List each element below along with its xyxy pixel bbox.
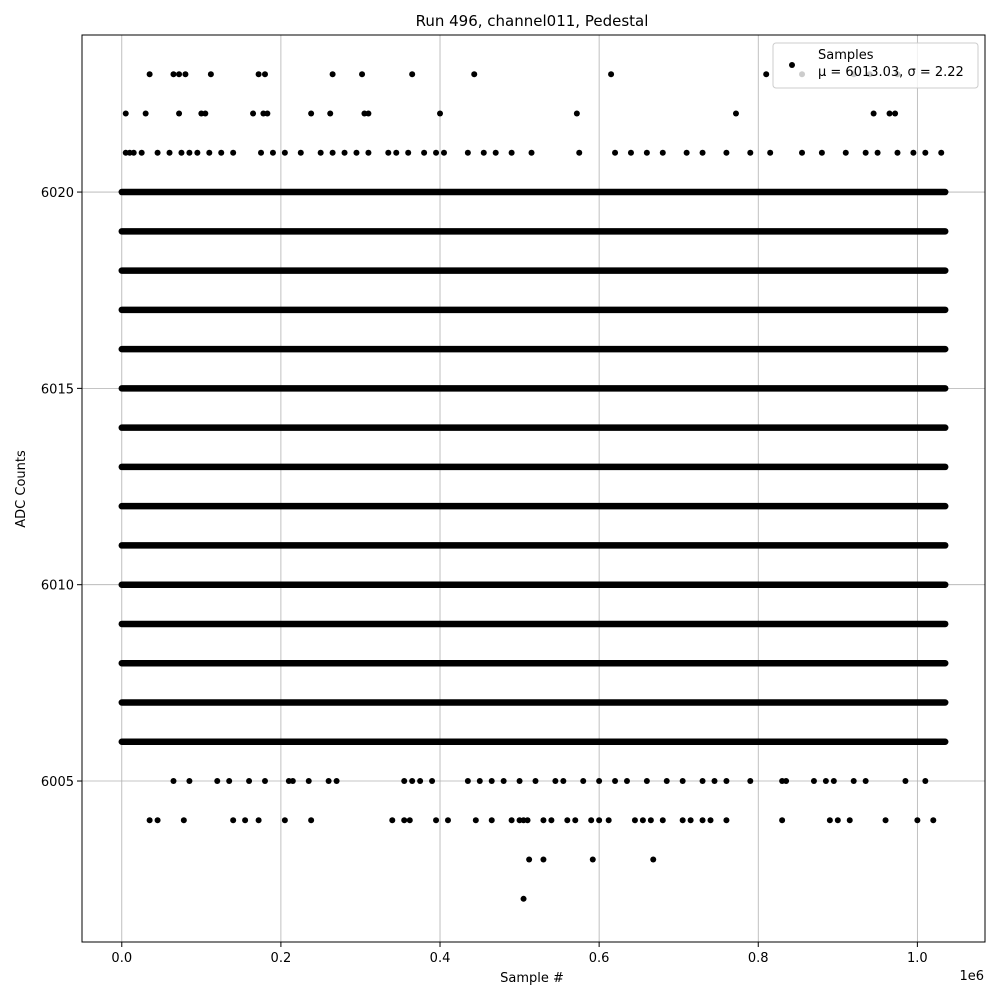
sample-point [143, 111, 149, 117]
sample-point [700, 778, 706, 784]
sample-point [580, 778, 586, 784]
sample-point [612, 150, 618, 156]
sample-point [147, 817, 153, 823]
sample-point [851, 778, 857, 784]
sample-point [831, 778, 837, 784]
x-tick-label: 0.4 [429, 951, 451, 966]
sample-point [282, 817, 288, 823]
sample-point [540, 857, 546, 863]
sample-point [206, 150, 212, 156]
sample-point [576, 150, 582, 156]
sample-point [819, 150, 825, 156]
sample-point [688, 817, 694, 823]
sample-point [176, 111, 182, 117]
sample-point [170, 71, 176, 77]
sample-point [552, 778, 558, 784]
x-tick-label: 0.8 [747, 951, 769, 966]
legend-label: Samples [818, 48, 874, 63]
sample-point [334, 778, 340, 784]
sample-point [910, 150, 916, 156]
sample-point [186, 150, 192, 156]
sample-point [596, 817, 602, 823]
sample-point [407, 817, 413, 823]
sample-point [526, 857, 532, 863]
sample-point [894, 150, 900, 156]
y-tick-label: 6010 [40, 578, 74, 594]
sample-point [700, 817, 706, 823]
sample-point [182, 71, 188, 77]
sample-point [922, 150, 928, 156]
sample-point [723, 817, 729, 823]
sample-point [883, 817, 889, 823]
sample-point [763, 71, 769, 77]
sample-point [628, 150, 634, 156]
sample-point [648, 817, 654, 823]
sample-point [178, 150, 184, 156]
sample-point [509, 817, 515, 823]
sample-point [548, 817, 554, 823]
sample-point [684, 150, 690, 156]
sample-point [139, 150, 145, 156]
x-axis-label: Sample # [500, 971, 564, 986]
sample-point [208, 71, 214, 77]
sample-point [365, 111, 371, 117]
sample-point [170, 778, 176, 784]
sample-point [465, 150, 471, 156]
sample-point [723, 778, 729, 784]
sample-point [441, 150, 447, 156]
sample-point [318, 150, 324, 156]
sample-point [131, 150, 137, 156]
sample-point [489, 817, 495, 823]
x-tick-label: 0.6 [588, 951, 610, 966]
sample-point [330, 71, 336, 77]
sample-point [385, 150, 391, 156]
sample-point [799, 150, 805, 156]
legend-stats: μ = 6013.03, σ = 2.22 [818, 65, 964, 80]
sample-point [708, 817, 714, 823]
sample-point [250, 111, 256, 117]
sample-point [501, 778, 507, 784]
sample-point [230, 817, 236, 823]
sample-point [327, 111, 333, 117]
sample-point [733, 111, 739, 117]
sample-point [640, 817, 646, 823]
sample-point [282, 150, 288, 156]
sample-point [264, 111, 270, 117]
sample-point [218, 150, 224, 156]
sample-point [632, 817, 638, 823]
sample-point [409, 71, 415, 77]
sample-point [847, 817, 853, 823]
sample-point [525, 817, 531, 823]
sample-point [783, 778, 789, 784]
sample-point [262, 71, 268, 77]
plot-area [82, 35, 985, 942]
sample-point [465, 778, 471, 784]
sample-point [902, 778, 908, 784]
sample-point [564, 817, 570, 823]
sample-point [871, 111, 877, 117]
sample-point [359, 71, 365, 77]
sample-point [308, 111, 314, 117]
sample-point [930, 817, 936, 823]
sample-point [529, 150, 535, 156]
sample-point [660, 817, 666, 823]
sample-point [365, 150, 371, 156]
sample-point [887, 111, 893, 117]
sample-point [202, 111, 208, 117]
sample-point [863, 150, 869, 156]
sample-point [650, 857, 656, 863]
sample-point [230, 150, 236, 156]
sample-point [194, 150, 200, 156]
sample-point [624, 778, 630, 784]
sample-point [389, 817, 395, 823]
sample-point [421, 150, 427, 156]
x-tick-label: 1.0 [907, 951, 928, 966]
y-axis-label: ADC Counts [14, 450, 29, 528]
sample-point [723, 150, 729, 156]
sample-point [308, 817, 314, 823]
sample-point [596, 778, 602, 784]
sample-point [401, 817, 407, 823]
sample-point [445, 817, 451, 823]
sample-point [401, 778, 407, 784]
sample-point [353, 150, 359, 156]
sample-point [493, 150, 499, 156]
sample-point [393, 150, 399, 156]
sample-point [680, 817, 686, 823]
sample-point [574, 111, 580, 117]
sample-point [481, 150, 487, 156]
sample-point [471, 71, 477, 77]
sample-point [342, 150, 348, 156]
sample-point [660, 150, 666, 156]
sample-point [608, 71, 614, 77]
sample-point [843, 150, 849, 156]
legend [773, 43, 978, 88]
y-tick-label: 6020 [40, 186, 74, 202]
sample-point [875, 150, 881, 156]
sample-point [835, 817, 841, 823]
sample-point [747, 150, 753, 156]
x-tick-label: 0.0 [111, 951, 133, 966]
sample-point [176, 71, 182, 77]
sample-point [892, 111, 898, 117]
sample-point [823, 778, 829, 784]
sample-point [433, 817, 439, 823]
sample-point [155, 150, 161, 156]
sample-point [429, 778, 435, 784]
sample-point [922, 778, 928, 784]
sample-point [186, 778, 192, 784]
sample-point [256, 71, 262, 77]
sample-point [437, 111, 443, 117]
sample-point [226, 778, 232, 784]
sample-point [572, 817, 578, 823]
sample-point [612, 778, 618, 784]
sample-point [181, 817, 187, 823]
sample-point [270, 150, 276, 156]
sample-point [298, 150, 304, 156]
sample-point [256, 817, 262, 823]
sample-point [664, 778, 670, 784]
sample-point [473, 817, 479, 823]
sample-point [590, 857, 596, 863]
x-axis-scale-label: 1e6 [959, 969, 984, 984]
sample-point [680, 778, 686, 784]
sample-point [711, 778, 717, 784]
sample-point [700, 150, 706, 156]
sample-point [433, 150, 439, 156]
sample-point [123, 111, 129, 117]
sample-point [811, 778, 817, 784]
sample-point [155, 817, 161, 823]
sample-point [417, 778, 423, 784]
y-tick-label: 6005 [40, 775, 74, 791]
sample-point [258, 150, 264, 156]
sample-point [477, 778, 483, 784]
sample-point [306, 778, 312, 784]
sample-point [532, 778, 538, 784]
sample-point [517, 778, 523, 784]
chart-title: Run 496, channel011, Pedestal [415, 12, 649, 30]
sample-point [242, 817, 248, 823]
sample-point [863, 778, 869, 784]
y-tick-label: 6015 [40, 382, 74, 398]
sample-point [214, 778, 220, 784]
sample-point [938, 150, 944, 156]
sample-point [246, 778, 252, 784]
sample-point [644, 778, 650, 784]
sample-point [560, 778, 566, 784]
sample-point [326, 778, 332, 784]
sample-point [147, 71, 153, 77]
sample-point [827, 817, 833, 823]
sample-point [767, 150, 773, 156]
sample-point [262, 778, 268, 784]
legend-marker [789, 62, 795, 68]
sample-point [521, 896, 527, 902]
sample-point [290, 778, 296, 784]
sample-point [588, 817, 594, 823]
sample-point [747, 778, 753, 784]
sample-point [644, 150, 650, 156]
sample-point [167, 150, 173, 156]
sample-point [606, 817, 612, 823]
x-tick-label: 0.2 [270, 951, 292, 966]
sample-point [489, 778, 495, 784]
sample-point [779, 817, 785, 823]
sample-point [914, 817, 920, 823]
sample-point [509, 150, 515, 156]
sample-point [409, 778, 415, 784]
sample-point [330, 150, 336, 156]
sample-point [405, 150, 411, 156]
sample-point [540, 817, 546, 823]
